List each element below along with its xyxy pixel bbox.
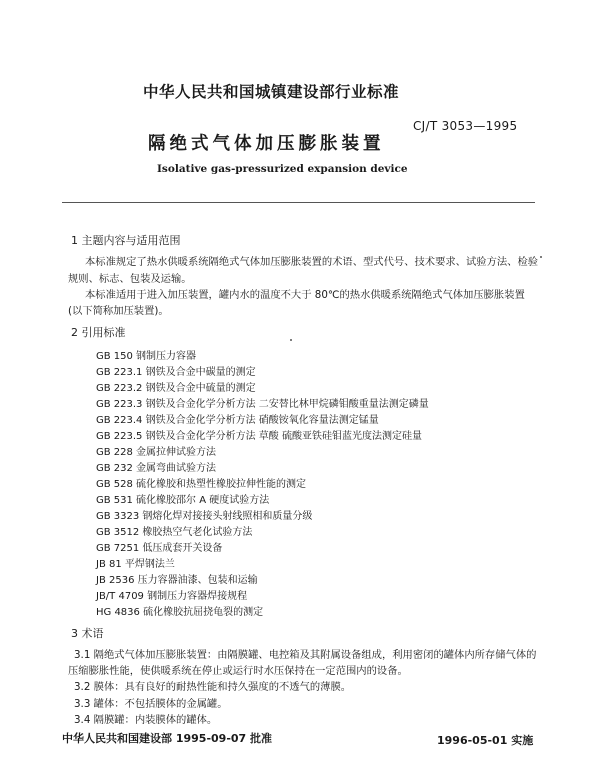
reference-item: JB 2536 压力容器油漆、包装和运输 <box>96 575 258 586</box>
reference-item: JB 81 平焊钢法兰 <box>96 559 175 570</box>
standard-number: CJ/T 3053—1995 <box>413 119 518 133</box>
scan-speck <box>540 256 542 258</box>
section-1-paragraph-2-line-2: (以下简称加压装置)。 <box>68 305 169 317</box>
term-3-2: 3.2 膜体：具有良好的耐热性能和持久强度的不透气的薄膜。 <box>74 681 352 693</box>
section-2-heading: 2 引用标准 <box>71 326 126 339</box>
reference-item: GB 223.5 钢铁及合金化学分析方法 草酸 硫酸亚铁硅钼蓝光度法测定硅量 <box>96 431 422 442</box>
reference-item: GB 150 钢制压力容器 <box>96 351 197 362</box>
reference-item: GB 223.2 钢铁及合金中硫量的测定 <box>96 383 256 394</box>
section-3-heading: 3 术语 <box>71 627 104 640</box>
section-1-paragraph-1-line-2: 规则、标志、包装及运输。 <box>68 273 192 285</box>
approval-line: 中华人民共和国建设部 1995-09-07 批准 <box>62 732 273 745</box>
reference-item: GB 3323 钢熔化焊对接接头射线照相和质量分级 <box>96 511 313 522</box>
section-1-paragraph-2-line-1: 本标准适用于进入加压装置，罐内水的温度不大于 80℃的热水供暖系统隔绝式气体加压膨胀装置 <box>85 289 525 301</box>
english-title: Isolative gas-pressurized expansion device <box>157 163 408 175</box>
reference-item: GB 223.3 钢铁及合金化学分析方法 二安替比林甲烷磷钼酸重量法测定磷量 <box>96 399 429 410</box>
header-divider <box>62 202 535 203</box>
section-1-paragraph-1-line-1: 本标准规定了热水供暖系统隔绝式气体加压膨胀装置的术语、型式代号、技术要求、试验方法、检验 <box>85 256 539 268</box>
effective-date: 1996-05-01 实施 <box>437 734 534 747</box>
reference-item: GB 7251 低压成套开关设备 <box>96 543 223 554</box>
reference-item: GB 232 金属弯曲试验方法 <box>96 463 217 474</box>
term-3-3: 3.3 罐体：不包括膜体的金属罐。 <box>74 698 228 710</box>
document-title: 隔绝式气体加压膨胀装置 <box>148 134 385 154</box>
reference-item: GB 228 金属拉伸试验方法 <box>96 447 217 458</box>
reference-item: GB 531 硫化橡胶邵尔 A 硬度试验方法 <box>96 495 270 506</box>
term-3-1-line-2: 压缩膨胀性能，使供暖系统在停止或运行时水压保持在一定范围内的设备。 <box>68 665 408 677</box>
reference-item: GB 528 硫化橡胶和热塑性橡胶拉伸性能的测定 <box>96 479 307 490</box>
issuer-heading: 中华人民共和国城镇建设部行业标准 <box>143 83 400 101</box>
section-1-heading: 1 主题内容与适用范围 <box>71 234 181 247</box>
term-3-4: 3.4 隔膜罐：内装膜体的罐体。 <box>74 714 218 726</box>
term-3-1-line-1: 3.1 隔绝式气体加压膨胀装置：由隔膜罐、电控箱及其附属设备组成，利用密闭的罐体内所存储气体的 <box>74 649 537 661</box>
reference-item: JB/T 4709 钢制压力容器焊接规程 <box>96 591 248 602</box>
reference-item: GB 223.1 钢铁及合金中碳量的测定 <box>96 367 256 378</box>
reference-item: GB 3512 橡胶热空气老化试验方法 <box>96 527 253 538</box>
scan-speck <box>290 339 292 341</box>
reference-item: HG 4836 硫化橡胶抗屈挠龟裂的测定 <box>96 607 264 618</box>
reference-item: GB 223.4 钢铁及合金化学分析方法 硝酸铵氧化容量法测定锰量 <box>96 415 379 426</box>
